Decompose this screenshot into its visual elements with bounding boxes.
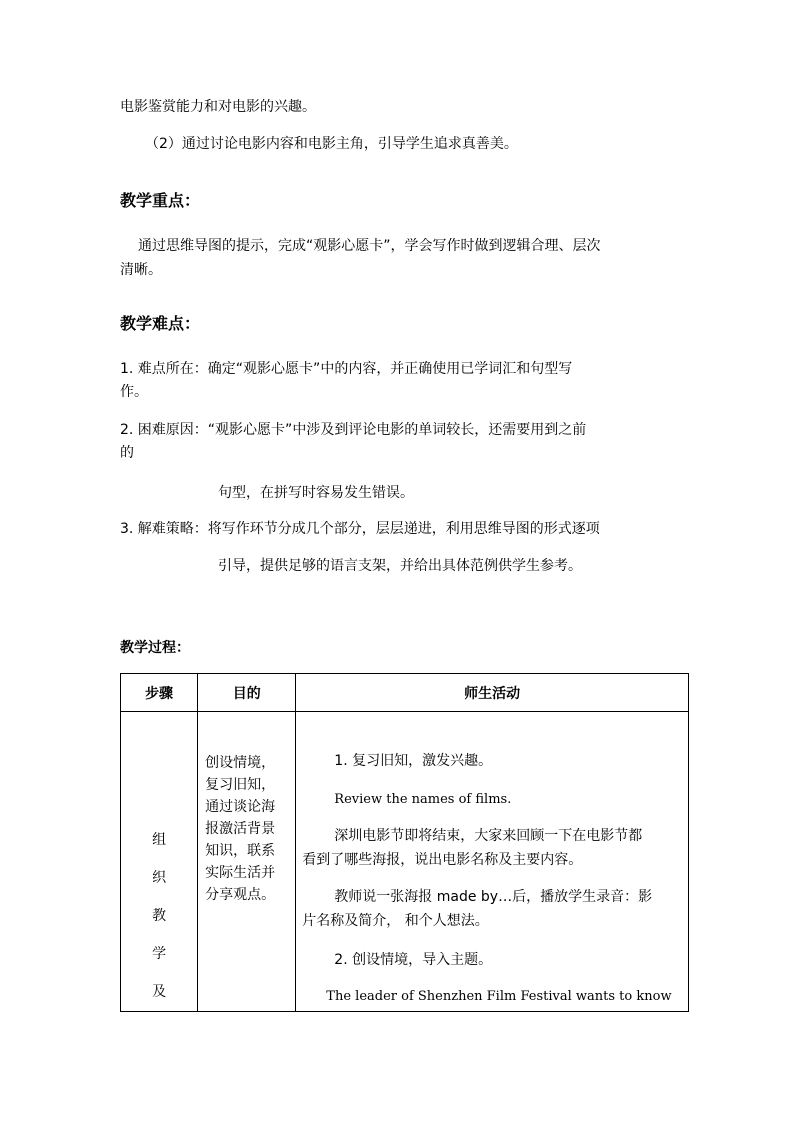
step-char: 组 xyxy=(152,832,167,848)
purpose-line: 实际生活并 xyxy=(205,865,276,881)
purpose-line: 报激活背景 xyxy=(205,821,276,837)
activity-3-line-1: 深圳电影节即将结束，大家来回顾一下在电影节都 xyxy=(334,828,643,844)
difficulty-1-line-2: 作。 xyxy=(120,384,148,400)
activity-cell xyxy=(296,712,689,1012)
step-char: 织 xyxy=(152,870,167,886)
purpose-line: 分享观点。 xyxy=(205,887,276,903)
difficulty-2-line-3: 句型，在拼写时容易发生错误。 xyxy=(218,485,414,501)
difficulty-1-line-1: 1. 难点所在：确定“观影心愿卡”中的内容，并正确使用已学词汇和句型写 xyxy=(120,361,573,377)
difficulty-2-line-2: 的 xyxy=(120,445,134,461)
activity-6: The leader of Shenzhen Film Festival wants to know xyxy=(326,989,672,1004)
table-header-row xyxy=(121,674,689,712)
process-table xyxy=(120,673,689,1012)
activity-2: Review the names of films. xyxy=(334,792,512,807)
header-activity: 师生活动 xyxy=(296,674,689,712)
difficulty-3-line-1: 3. 解难策略：将写作环节分成几个部分，层层递进，利用思维导图的形式逐项 xyxy=(120,521,600,537)
activity-3-line-2: 看到了哪些海报，说出电影名称及主要内容。 xyxy=(302,852,583,868)
step-char: 及 xyxy=(152,984,167,1000)
step-cell xyxy=(121,712,198,1012)
table-row xyxy=(121,712,689,1012)
process-title: 教学过程： xyxy=(120,640,190,656)
purpose-line: 通过谈论海 xyxy=(205,799,276,815)
purpose-line: 知识，联系 xyxy=(205,843,276,859)
activity-1: 1. 复习旧知，激发兴趣。 xyxy=(334,753,493,769)
key-points-text-2: 清晰。 xyxy=(120,262,162,278)
step-char: 教 xyxy=(152,908,167,924)
difficulty-3-line-2: 引导，提供足够的语言支架，并给出具体范例供学生参考。 xyxy=(218,558,582,574)
activity-4-line-2: 片名称及简介， 和个人想法。 xyxy=(302,913,489,929)
step-char: 学 xyxy=(152,946,167,962)
purpose-line: 复习旧知， xyxy=(205,777,276,793)
intro-line-2: （2）通过讨论电影内容和电影主角，引导学生追求真善美。 xyxy=(145,136,518,152)
intro-line-1: 电影鉴赏能力和对电影的兴趣。 xyxy=(120,99,316,115)
difficulties-title: 教学难点： xyxy=(120,314,201,333)
difficulty-2-line-1: 2. 困难原因：“观影心愿卡”中涉及到评论电影的单词较长，还需要用到之前 xyxy=(120,422,587,438)
activity-5: 2. 创设情境，导入主题。 xyxy=(334,952,493,968)
key-points-text-1: 通过思维导图的提示，完成“观影心愿卡”，学会写作时做到逻辑合理、层次 xyxy=(138,238,601,254)
purpose-line: 创设情境， xyxy=(205,755,276,771)
activity-4-line-1: 教师说一张海报 made by…后，播放学生录音：影 xyxy=(334,889,653,905)
key-points-title: 教学重点： xyxy=(120,191,201,210)
header-purpose: 目的 xyxy=(198,674,296,712)
purpose-cell xyxy=(198,712,296,1012)
header-step: 步骤 xyxy=(121,674,198,712)
